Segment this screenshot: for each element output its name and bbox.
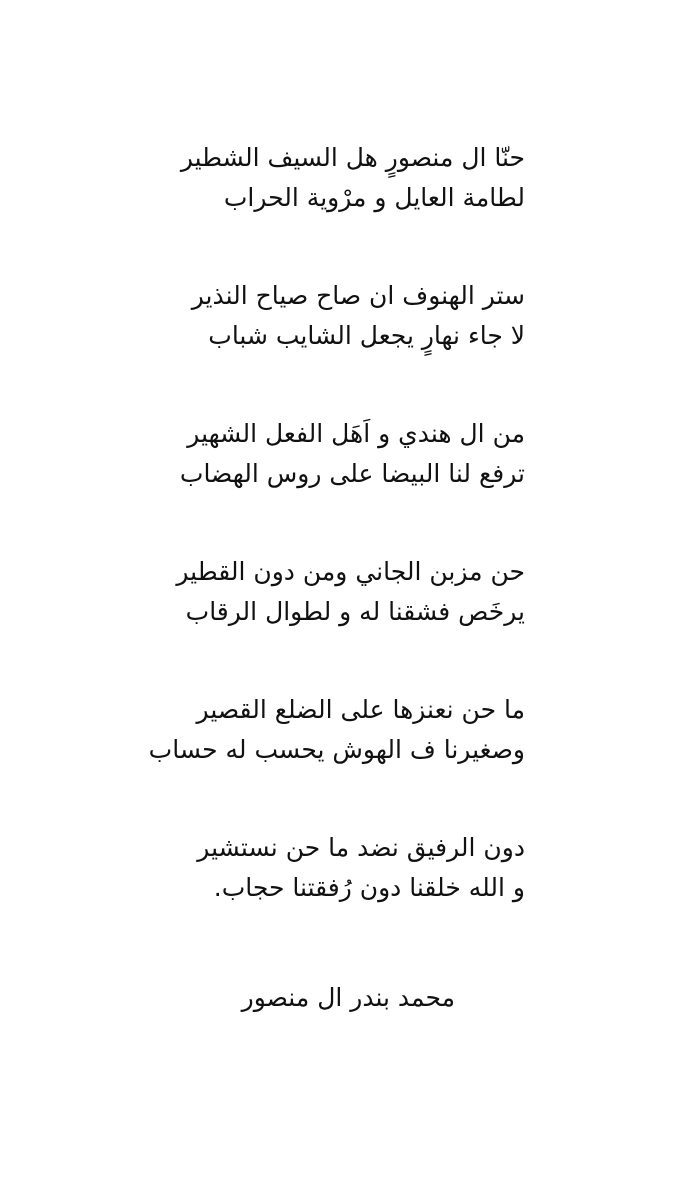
- verse-line: ما حن نعنزها على الضلع القصير: [196, 695, 525, 724]
- verse-line: ترفع لنا البيضا على روس الهضاب: [179, 459, 525, 488]
- verse-line: حن مزبن الجاني ومن دون القطير: [176, 557, 525, 586]
- verse-line: وصغيرنا ف الهوش يحسب له حساب: [148, 735, 525, 764]
- poem-text: [125, 138, 525, 966]
- verse-line: حنّا ال منصورٍ هل السيف الشطير: [180, 143, 525, 172]
- stanza-3: [125, 414, 525, 494]
- stanza-5: [125, 690, 525, 770]
- stanza-6: [125, 828, 525, 908]
- stanza-1: [125, 138, 525, 218]
- verse-line: يرخَص فشقنا له و لطوال الرقاب: [185, 597, 525, 626]
- verse-line: دون الرفيق نضد ما حن نستشير: [197, 833, 525, 862]
- stanza-2: [125, 276, 525, 356]
- verse-line: لطامة العايل و مرْوية الحراب: [223, 183, 525, 212]
- verse-line: من ال هندي و اَهَل الفعل الشهير: [187, 419, 525, 448]
- verse-line: و الله خلقنا دون رُفقتنا حجاب.: [213, 873, 525, 902]
- verse-line: ستر الهنوف ان صاح صياح النذير: [191, 281, 525, 310]
- author-signature: محمد بندر ال منصور: [241, 983, 455, 1012]
- verse-line: لا جاء نهارٍ يجعل الشايب شباب: [208, 321, 525, 350]
- stanza-4: [125, 552, 525, 632]
